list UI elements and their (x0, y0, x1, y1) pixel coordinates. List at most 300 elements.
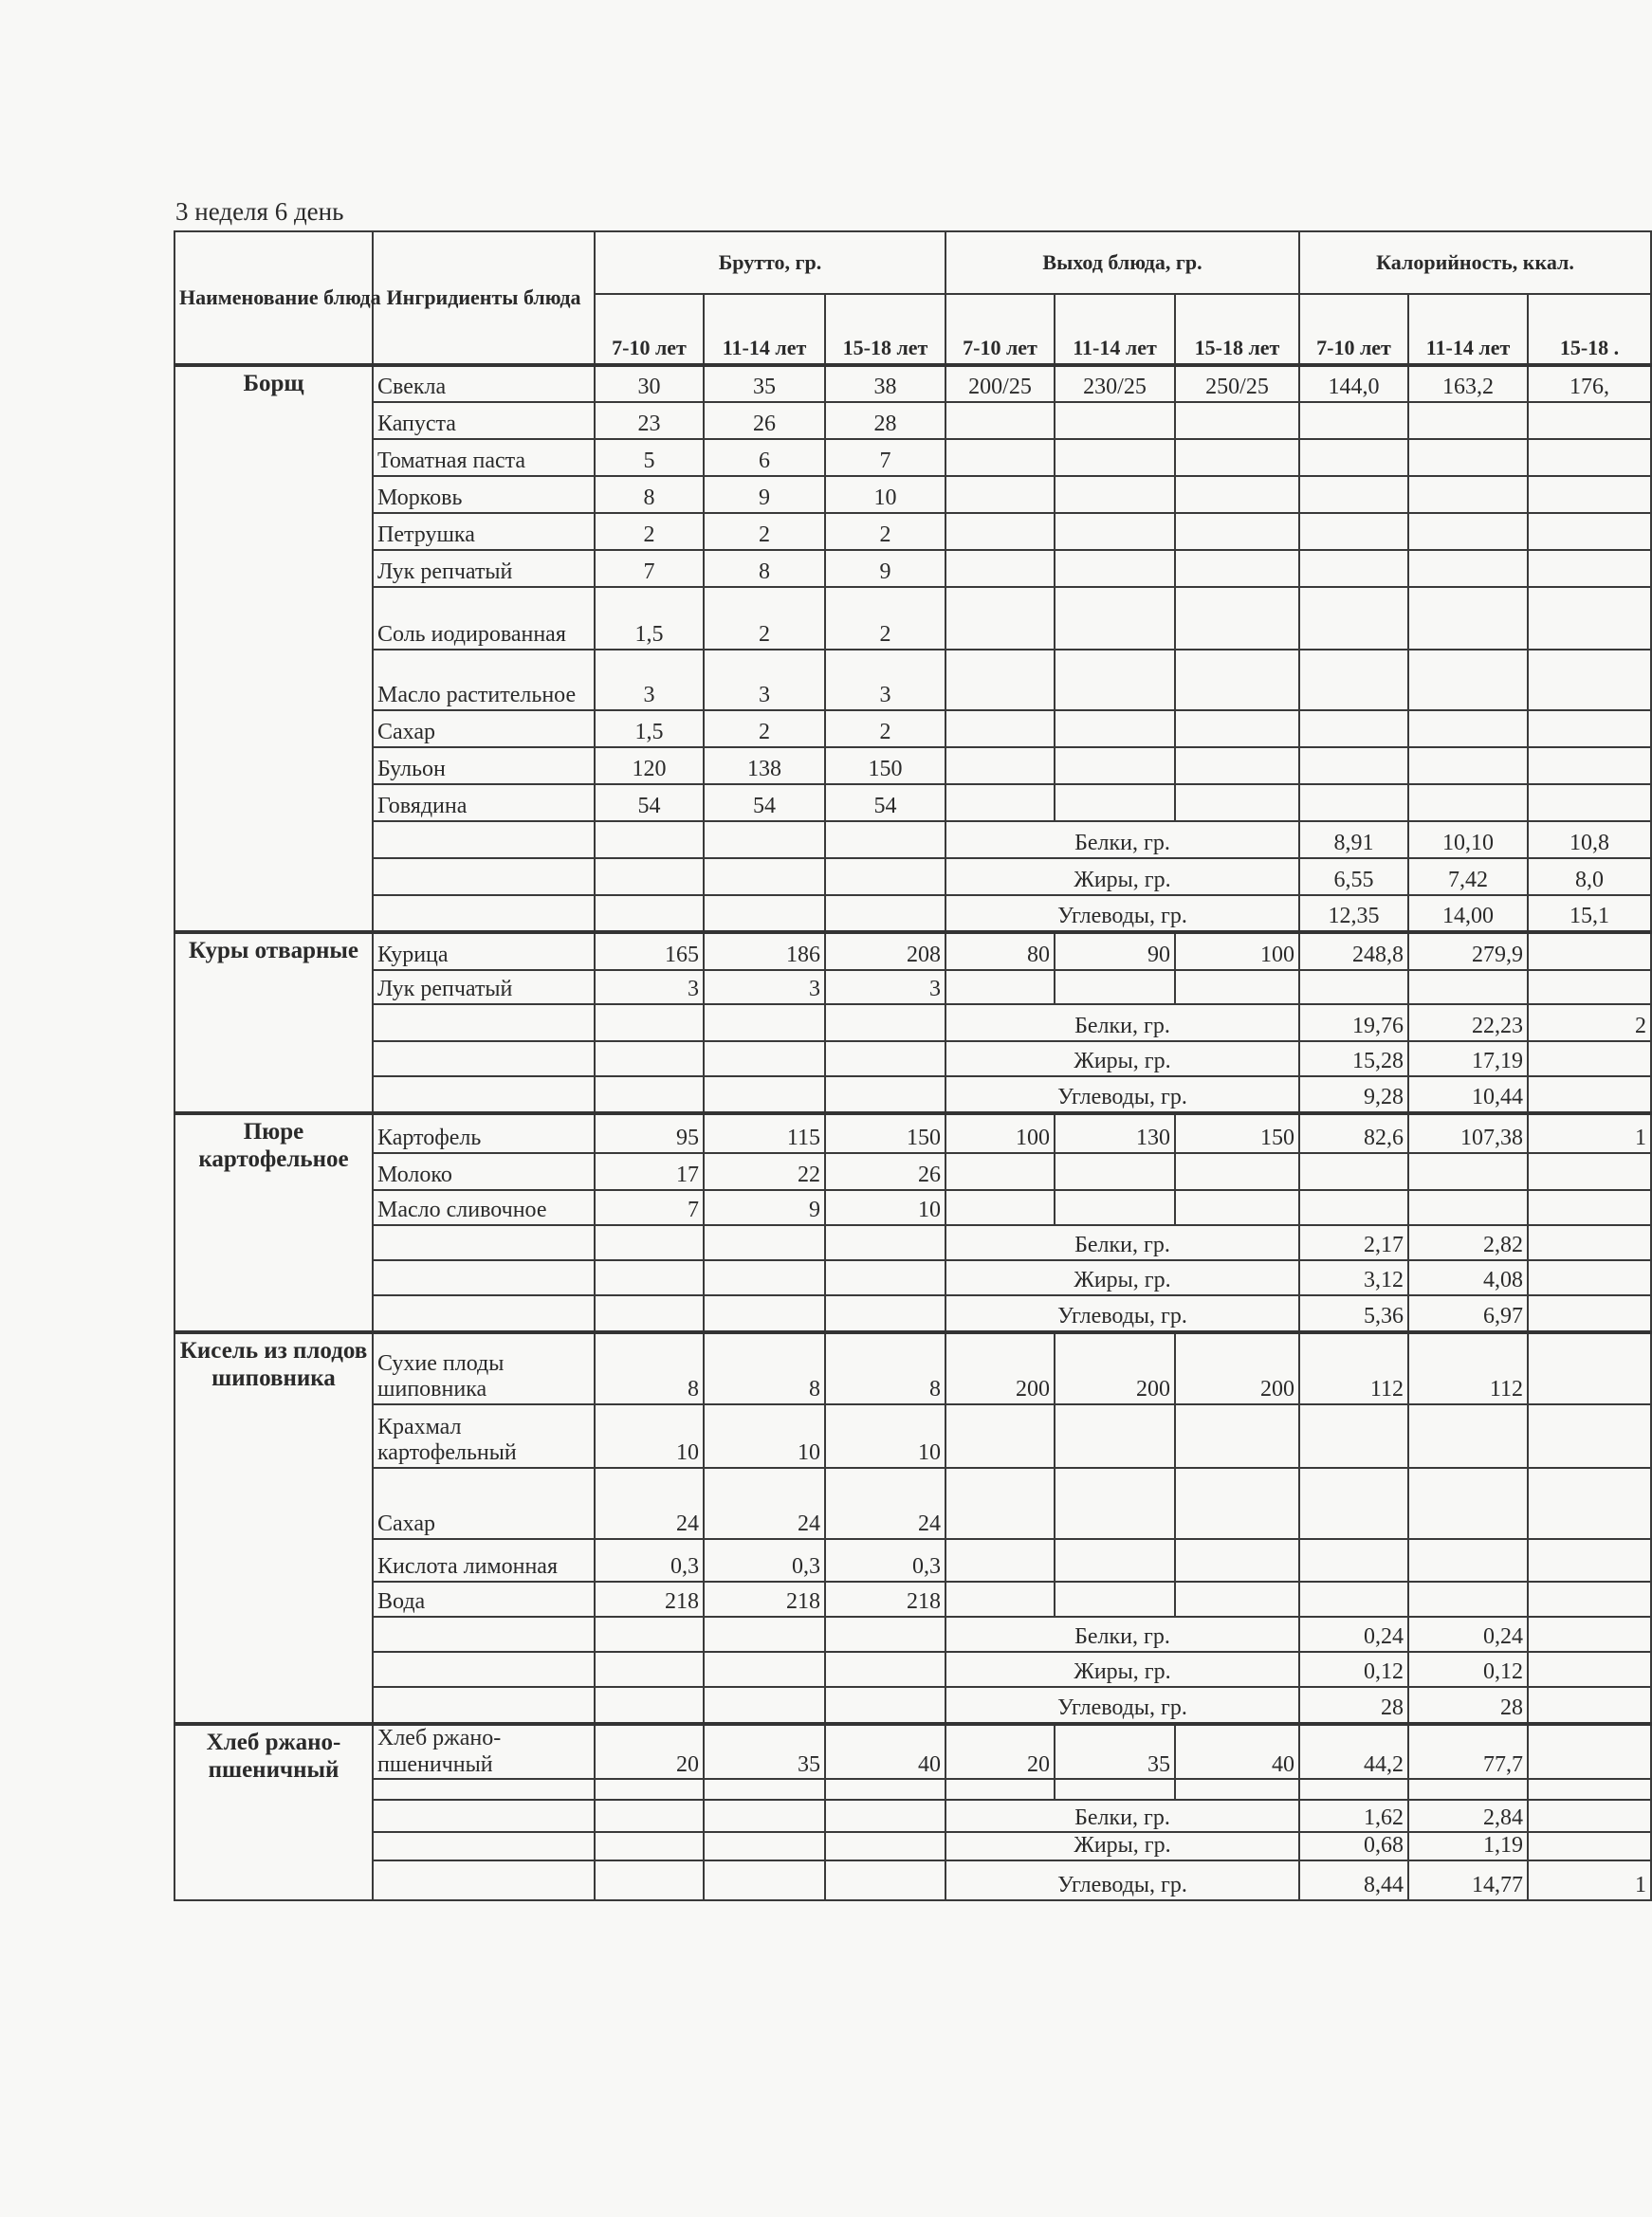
empty-cell (373, 1617, 595, 1652)
table-row (174, 439, 1651, 476)
table-row (174, 970, 1651, 1004)
table-row (174, 365, 1651, 402)
brutto-value: 24 (595, 1468, 704, 1539)
brutto-value: 10 (825, 476, 945, 513)
brutto-value: 28 (825, 402, 945, 439)
ingredient-name: Сухие плоды шиповника (373, 1332, 595, 1404)
nutrient-value: 2 (1528, 1004, 1651, 1041)
kcal-value (1528, 1153, 1651, 1190)
brutto-value: 9 (825, 550, 945, 587)
brutto-value: 218 (595, 1582, 704, 1617)
empty-cell (595, 1225, 704, 1260)
header-age: 7-10 лет (945, 294, 1055, 365)
kcal-value: 112 (1408, 1332, 1528, 1404)
empty-cell (704, 1652, 825, 1687)
output-value (1055, 513, 1175, 550)
ingredient-name: Картофель (373, 1113, 595, 1153)
nutrient-row (174, 1076, 1651, 1113)
empty-cell (373, 1687, 595, 1724)
kcal-value (1408, 784, 1528, 821)
table-row (174, 932, 1651, 970)
nutrient-value: 28 (1299, 1687, 1408, 1724)
output-value (945, 1404, 1055, 1468)
nutrient-value: 15,1 (1528, 895, 1651, 932)
empty-cell (1055, 1779, 1175, 1800)
empty-cell (373, 1832, 595, 1860)
empty-cell (704, 858, 825, 895)
kcal-value (1408, 476, 1528, 513)
table-row (174, 1582, 1651, 1617)
header-age: 7-10 лет (595, 294, 704, 365)
nutrient-label: Жиры, гр. (945, 1832, 1299, 1860)
brutto-value: 8 (595, 476, 704, 513)
brutto-value: 24 (825, 1468, 945, 1539)
kcal-value (1299, 1539, 1408, 1582)
empty-cell (825, 1779, 945, 1800)
kcal-value (1528, 402, 1651, 439)
kcal-value: 44,2 (1299, 1724, 1408, 1779)
kcal-value (1528, 1724, 1651, 1779)
empty-cell (373, 1860, 595, 1900)
output-value (945, 587, 1055, 650)
kcal-value (1528, 1404, 1651, 1468)
kcal-value (1299, 513, 1408, 550)
output-value (1055, 587, 1175, 650)
brutto-value: 115 (704, 1113, 825, 1153)
table-row (174, 1404, 1651, 1468)
brutto-value: 54 (704, 784, 825, 821)
kcal-value: 82,6 (1299, 1113, 1408, 1153)
empty-cell (704, 1687, 825, 1724)
dish-name: Куры отварные (174, 932, 373, 1113)
brutto-value: 8 (595, 1332, 704, 1404)
nutrient-value: 1,62 (1299, 1800, 1408, 1832)
empty-cell (595, 1076, 704, 1113)
brutto-value: 6 (704, 439, 825, 476)
output-value: 80 (945, 932, 1055, 970)
header-age: 15-18 . (1528, 294, 1651, 365)
output-value (1055, 1190, 1175, 1225)
nutrient-value (1528, 1832, 1651, 1860)
kcal-value (1408, 402, 1528, 439)
empty-cell (825, 1260, 945, 1295)
nutrient-row (174, 1652, 1651, 1687)
table-row (174, 550, 1651, 587)
brutto-value: 54 (825, 784, 945, 821)
empty-cell (1175, 1779, 1299, 1800)
empty-cell (825, 1832, 945, 1860)
nutrient-value: 28 (1408, 1687, 1528, 1724)
empty-cell (825, 1800, 945, 1832)
brutto-value: 0,3 (825, 1539, 945, 1582)
brutto-value: 35 (704, 1724, 825, 1779)
kcal-value (1528, 1582, 1651, 1617)
empty-cell (704, 1832, 825, 1860)
nutrient-row (174, 1041, 1651, 1076)
output-value (945, 650, 1055, 710)
ingredient-name: Кислота лимонная (373, 1539, 595, 1582)
output-value (945, 784, 1055, 821)
kcal-value (1299, 970, 1408, 1004)
nutrient-label: Жиры, гр. (945, 858, 1299, 895)
table-row (174, 402, 1651, 439)
output-value (945, 402, 1055, 439)
brutto-value: 0,3 (595, 1539, 704, 1582)
brutto-value: 26 (704, 402, 825, 439)
brutto-value: 1,5 (595, 587, 704, 650)
nutrient-value (1528, 1687, 1651, 1724)
kcal-value (1408, 1153, 1528, 1190)
nutrient-label: Углеводы, гр. (945, 1295, 1299, 1332)
nutrient-value: 8,91 (1299, 821, 1408, 858)
kcal-value (1528, 1468, 1651, 1539)
table-row (174, 513, 1651, 550)
output-value (945, 970, 1055, 1004)
nutrient-value: 8,44 (1299, 1860, 1408, 1900)
ingredient-name: Масло сливочное (373, 1190, 595, 1225)
nutrient-row (174, 1260, 1651, 1295)
output-value: 40 (1175, 1724, 1299, 1779)
kcal-value (1299, 476, 1408, 513)
header-ingredients: Ингридиенты блюда (373, 231, 595, 365)
brutto-value: 1,5 (595, 710, 704, 747)
output-value (1175, 476, 1299, 513)
empty-cell (825, 1295, 945, 1332)
nutrient-value (1528, 1652, 1651, 1687)
brutto-value: 2 (595, 513, 704, 550)
ingredient-name: Свекла (373, 365, 595, 402)
brutto-value: 8 (704, 1332, 825, 1404)
brutto-value: 8 (704, 550, 825, 587)
ingredient-name: Соль иодированная (373, 587, 595, 650)
output-value: 200 (1055, 1332, 1175, 1404)
output-value (1055, 784, 1175, 821)
output-value: 100 (1175, 932, 1299, 970)
empty-cell (373, 1004, 595, 1041)
nutrient-row (174, 1617, 1651, 1652)
kcal-value: 163,2 (1408, 365, 1528, 402)
ingredient-name: Масло растительное (373, 650, 595, 710)
nutrient-label: Углеводы, гр. (945, 1687, 1299, 1724)
ingredient-name: Молоко (373, 1153, 595, 1190)
empty-cell (825, 1860, 945, 1900)
output-value (945, 1153, 1055, 1190)
kcal-value (1528, 1539, 1651, 1582)
header-age: 15-18 лет (825, 294, 945, 365)
brutto-value: 208 (825, 932, 945, 970)
brutto-value: 2 (825, 513, 945, 550)
table-row (174, 1779, 1651, 1800)
brutto-value: 3 (704, 970, 825, 1004)
output-value (1055, 1404, 1175, 1468)
output-value (1175, 1404, 1299, 1468)
empty-cell (595, 858, 704, 895)
empty-cell (704, 1004, 825, 1041)
table-row (174, 710, 1651, 747)
ingredient-name: Сахар (373, 1468, 595, 1539)
ingredient-name: Крахмал картофельный (373, 1404, 595, 1468)
kcal-value (1299, 1582, 1408, 1617)
nutrient-row (174, 821, 1651, 858)
kcal-value (1408, 1404, 1528, 1468)
nutrient-label: Белки, гр. (945, 1800, 1299, 1832)
empty-cell (704, 1800, 825, 1832)
nutrient-label: Белки, гр. (945, 1225, 1299, 1260)
empty-cell (595, 1779, 704, 1800)
nutrient-label: Белки, гр. (945, 1617, 1299, 1652)
nutrient-value: 4,08 (1408, 1260, 1528, 1295)
empty-cell (373, 1800, 595, 1832)
kcal-value (1528, 513, 1651, 550)
nutrient-value: 0,12 (1299, 1652, 1408, 1687)
nutrient-value: 14,00 (1408, 895, 1528, 932)
output-value: 35 (1055, 1724, 1175, 1779)
empty-cell (1299, 1779, 1408, 1800)
empty-cell (825, 1076, 945, 1113)
brutto-value: 7 (595, 1190, 704, 1225)
brutto-value: 120 (595, 747, 704, 784)
kcal-value: 248,8 (1299, 932, 1408, 970)
output-value (945, 476, 1055, 513)
header-brutto: Брутто, гр. (595, 231, 945, 294)
empty-cell (373, 1225, 595, 1260)
brutto-value: 0,3 (704, 1539, 825, 1582)
kcal-value (1408, 650, 1528, 710)
brutto-value: 24 (704, 1468, 825, 1539)
empty-cell (373, 1652, 595, 1687)
brutto-value: 40 (825, 1724, 945, 1779)
empty-cell (595, 1800, 704, 1832)
kcal-value (1299, 1153, 1408, 1190)
nutrient-row (174, 1800, 1651, 1832)
dish-name: Пюре картофельное (174, 1113, 373, 1332)
nutrient-value (1528, 1260, 1651, 1295)
table-row (174, 1332, 1651, 1404)
header-age: 11-14 лет (1055, 294, 1175, 365)
brutto-value: 3 (825, 970, 945, 1004)
empty-cell (373, 1260, 595, 1295)
brutto-value: 5 (595, 439, 704, 476)
nutrient-value: 9,28 (1299, 1076, 1408, 1113)
output-value: 20 (945, 1724, 1055, 1779)
kcal-value: 176, (1528, 365, 1651, 402)
kcal-value (1299, 1404, 1408, 1468)
brutto-value: 2 (825, 710, 945, 747)
dish-name: Кисель из плодов шиповника (174, 1332, 373, 1724)
nutrient-value: 14,77 (1408, 1860, 1528, 1900)
empty-cell (595, 1260, 704, 1295)
nutrient-value: 22,23 (1408, 1004, 1528, 1041)
kcal-value: 1 (1528, 1113, 1651, 1153)
empty-cell (595, 895, 704, 932)
brutto-value: 9 (704, 1190, 825, 1225)
ingredient-name: Лук репчатый (373, 550, 595, 587)
brutto-value: 9 (704, 476, 825, 513)
table-row (174, 784, 1651, 821)
brutto-value: 10 (595, 1404, 704, 1468)
nutrient-value (1528, 1041, 1651, 1076)
brutto-value: 35 (704, 365, 825, 402)
output-value (1055, 402, 1175, 439)
brutto-value: 3 (825, 650, 945, 710)
nutrient-label: Углеводы, гр. (945, 1860, 1299, 1900)
ingredient-name: Петрушка (373, 513, 595, 550)
kcal-value (1408, 439, 1528, 476)
table-row (174, 1113, 1651, 1153)
output-value (1055, 710, 1175, 747)
kcal-value (1299, 710, 1408, 747)
output-value (1175, 1539, 1299, 1582)
kcal-value (1528, 476, 1651, 513)
nutrient-value: 15,28 (1299, 1041, 1408, 1076)
empty-cell (373, 1779, 595, 1800)
empty-cell (945, 1779, 1055, 1800)
kcal-value (1408, 1539, 1528, 1582)
kcal-value (1528, 550, 1651, 587)
nutrient-row (174, 1860, 1651, 1900)
nutrient-label: Жиры, гр. (945, 1652, 1299, 1687)
output-value (945, 747, 1055, 784)
kcal-value (1528, 970, 1651, 1004)
kcal-value (1408, 513, 1528, 550)
brutto-value: 3 (704, 650, 825, 710)
empty-cell (595, 1860, 704, 1900)
empty-cell (595, 1652, 704, 1687)
brutto-value: 20 (595, 1724, 704, 1779)
output-value (1175, 550, 1299, 587)
brutto-value: 10 (825, 1404, 945, 1468)
output-value (1175, 650, 1299, 710)
empty-cell (825, 1225, 945, 1260)
nutrient-value: 0,12 (1408, 1652, 1528, 1687)
nutrient-value: 6,97 (1408, 1295, 1528, 1332)
output-value (1055, 439, 1175, 476)
output-value (1175, 1582, 1299, 1617)
nutrient-row (174, 895, 1651, 932)
kcal-value (1408, 1582, 1528, 1617)
brutto-value: 17 (595, 1153, 704, 1190)
output-value (945, 1582, 1055, 1617)
nutrient-label: Белки, гр. (945, 821, 1299, 858)
output-value: 230/25 (1055, 365, 1175, 402)
nutrient-value (1528, 1617, 1651, 1652)
output-value (945, 550, 1055, 587)
brutto-value: 3 (595, 650, 704, 710)
header-dish-name: Наименование блюда (174, 231, 373, 365)
table-row (174, 476, 1651, 513)
empty-cell (373, 858, 595, 895)
output-value (1055, 476, 1175, 513)
empty-cell (704, 1260, 825, 1295)
nutrient-value: 0,68 (1299, 1832, 1408, 1860)
kcal-value (1408, 710, 1528, 747)
nutrient-row (174, 1295, 1651, 1332)
nutrient-value: 17,19 (1408, 1041, 1528, 1076)
brutto-value: 23 (595, 402, 704, 439)
empty-cell (704, 821, 825, 858)
output-value (945, 1190, 1055, 1225)
empty-cell (595, 1041, 704, 1076)
table-row (174, 1539, 1651, 1582)
output-value: 200 (1175, 1332, 1299, 1404)
brutto-value: 218 (825, 1582, 945, 1617)
output-value (945, 1539, 1055, 1582)
brutto-value: 54 (595, 784, 704, 821)
header-calories: Калорийность, ккал. (1299, 231, 1651, 294)
kcal-value: 144,0 (1299, 365, 1408, 402)
brutto-value: 138 (704, 747, 825, 784)
kcal-value (1408, 747, 1528, 784)
output-value (945, 710, 1055, 747)
ingredient-name: Бульон (373, 747, 595, 784)
kcal-value (1408, 1190, 1528, 1225)
empty-cell (595, 1004, 704, 1041)
output-value (1055, 550, 1175, 587)
output-value (1175, 784, 1299, 821)
nutrient-label: Углеводы, гр. (945, 895, 1299, 932)
brutto-value: 10 (825, 1190, 945, 1225)
output-value (945, 439, 1055, 476)
kcal-value (1299, 550, 1408, 587)
empty-cell (595, 1617, 704, 1652)
kcal-value: 77,7 (1408, 1724, 1528, 1779)
empty-cell (704, 1041, 825, 1076)
empty-cell (595, 821, 704, 858)
ingredient-name: Хлеб ржано-пшеничный (373, 1724, 595, 1779)
brutto-value: 38 (825, 365, 945, 402)
brutto-value: 2 (704, 513, 825, 550)
nutrient-value: 10,8 (1528, 821, 1651, 858)
nutrient-value: 19,76 (1299, 1004, 1408, 1041)
output-value: 150 (1175, 1113, 1299, 1153)
ingredient-name: Курица (373, 932, 595, 970)
empty-cell (595, 1687, 704, 1724)
ingredient-name: Морковь (373, 476, 595, 513)
output-value (1055, 1539, 1175, 1582)
header-age: 11-14 лет (704, 294, 825, 365)
empty-cell (704, 1076, 825, 1113)
output-value (1055, 1468, 1175, 1539)
empty-cell (373, 1041, 595, 1076)
kcal-value (1299, 1468, 1408, 1539)
brutto-value: 26 (825, 1153, 945, 1190)
empty-cell (825, 1687, 945, 1724)
table-row (174, 587, 1651, 650)
nutrient-value: 10,10 (1408, 821, 1528, 858)
kcal-value (1299, 1190, 1408, 1225)
kcal-value (1528, 439, 1651, 476)
kcal-value (1528, 784, 1651, 821)
nutrient-value: 2,84 (1408, 1800, 1528, 1832)
brutto-value: 150 (825, 1113, 945, 1153)
output-value (1055, 747, 1175, 784)
output-value: 90 (1055, 932, 1175, 970)
dish-name: Хлеб ржано-пшеничный (174, 1724, 373, 1900)
dish-name: Борщ (174, 365, 373, 932)
output-value (1175, 710, 1299, 747)
brutto-value: 8 (825, 1332, 945, 1404)
header-age: 7-10 лет (1299, 294, 1408, 365)
empty-cell (825, 1652, 945, 1687)
output-value: 130 (1055, 1113, 1175, 1153)
output-value (1055, 650, 1175, 710)
output-value (1175, 1153, 1299, 1190)
empty-cell (1528, 1779, 1651, 1800)
empty-cell (825, 821, 945, 858)
brutto-value: 30 (595, 365, 704, 402)
brutto-value: 2 (704, 587, 825, 650)
ingredient-name: Лук репчатый (373, 970, 595, 1004)
